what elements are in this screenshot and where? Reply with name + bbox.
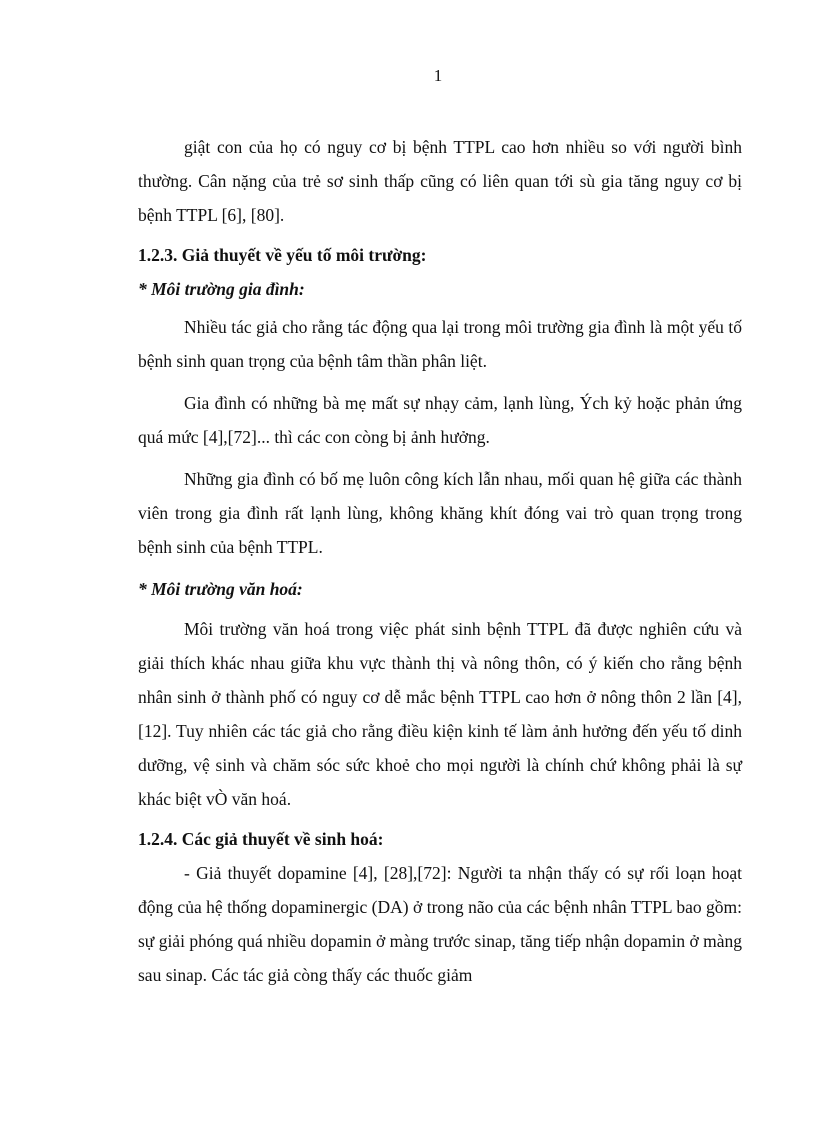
paragraph-dopamine: - Giả thuyết dopamine [4], [28],[72]: Người ta nhận thấy có sự rối loạn hoạt động của hệ thống dopaminergic (DA) ở trong não của các bệnh nhân TTPL bao gồm: sự giải phóng quá nhiều dopamin ở màng trước sinap, tăng tiếp nhận dopamin ở màng sau sinap. Các tác giả còng thấy các thuốc giảm [138,863,742,985]
paragraph-continuation: giật con của họ có nguy cơ bị bệnh TTPL cao hơn nhiều so với người bình thường. Cân nặng của trẻ sơ sinh thấp cũng có liên quan tới sù gia tăng nguy cơ bị bệnh TTPL [6], [80]. [138,137,742,225]
paragraph-parents: Những gia đình có bố mẹ luôn công kích lẫn nhau, mối quan hệ giữa các thành viên trong gia đình rất lạnh lùng, không khăng khít đóng vai trò quan trọng trong bệnh sinh của bệnh TTPL. [138,469,742,557]
subheading-family-environment: * Môi trường gia đình: [138,279,305,299]
section-heading-1-2-3: 1.2.3. Giả thuyết về yếu tố môi trường: [138,245,427,265]
section-heading-1-2-4: 1.2.4. Các giả thuyết về sinh hoá: [138,829,384,849]
subheading-cultural-environment: * Môi trường văn hoá: [138,579,303,599]
page-number: 1 [433,66,443,85]
paragraph-family-interaction: Nhiều tác giả cho rằng tác động qua lại trong môi trường gia đình là một yếu tố bệnh sinh quan trọng của bệnh tâm thần phân liệt. [138,317,742,371]
paragraph-culture: Môi trường văn hoá trong việc phát sinh bệnh TTPL đã được nghiên cứu và giải thích khác nhau giữa khu vực thành thị và nông thôn, có ý kiến cho rằng bệnh nhân sinh ở thành phố có nguy cơ dễ mắc bệnh TTPL cao hơn ở nông thôn 2 lần [4], [12]. Tuy nhiên các tác giả cho rằng điều kiện kinh tế làm ảnh hưởng đến yếu tố dinh dưỡng, vệ sinh và chăm sóc sức khoẻ cho mọi người là chính chứ không phải là sự khác biệt vÒ văn hoá. [138,619,742,809]
paragraph-mothers: Gia đình có những bà mẹ mất sự nhạy cảm, lạnh lùng, Ých kỷ hoặc phản ứng quá mức [4],[72]... thì các con còng bị ảnh hưởng. [138,393,742,447]
page-content [138,130,742,992]
